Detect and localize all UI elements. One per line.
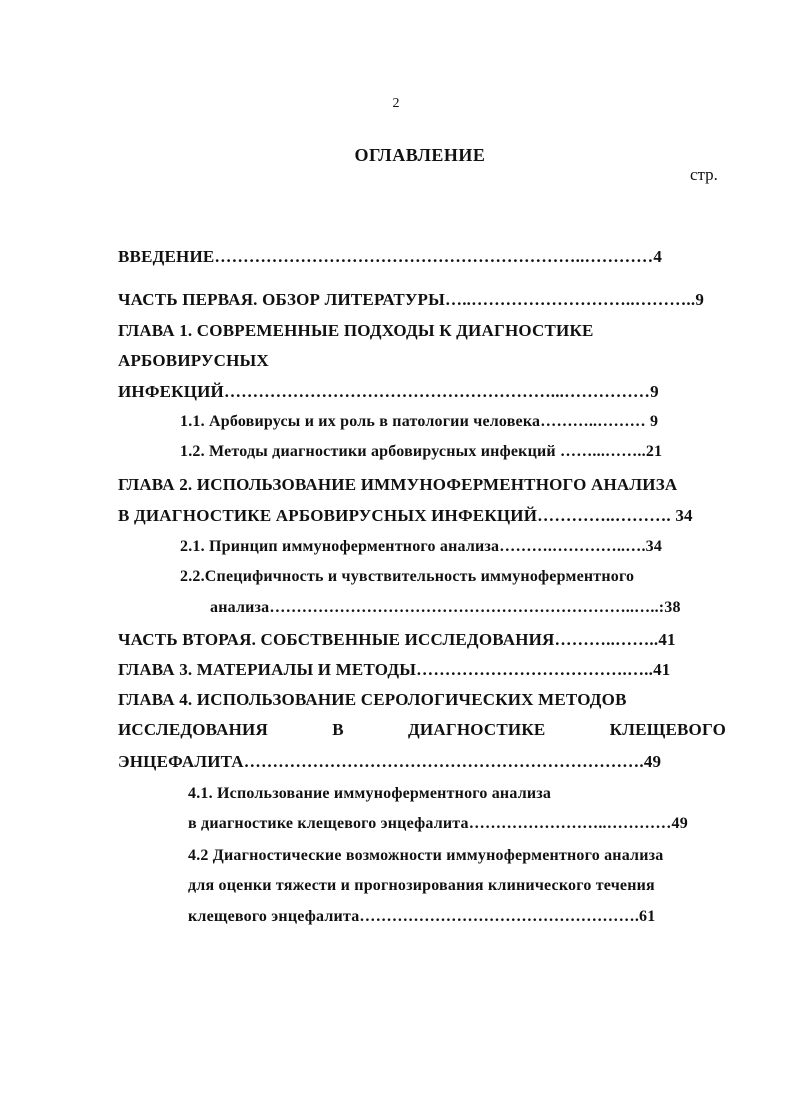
toc-subentry: 4.1. Использование иммуноферментного анализа: [188, 785, 552, 802]
toc-entry: АРБОВИРУСНЫХ: [118, 351, 269, 370]
toc-entry: ЧАСТЬ ВТОРАЯ. СОБСТВЕННЫЕ ИССЛЕДОВАНИЯ………..……..41: [118, 630, 676, 649]
toc-entry: ГЛАВА 3. МАТЕРИАЛЫ И МЕТОДЫ……………………………….…..41: [118, 660, 671, 679]
toc-entry: ВВЕДЕНИЕ………………………………………………………..…………4: [118, 247, 663, 266]
toc-subentry: 2.1. Принцип иммуноферментного анализа……….…………..….34: [180, 538, 663, 555]
toc-subentry: клещевого энцефалита…………………………………………….61: [188, 908, 656, 925]
toc-subentry: 1.2. Методы диагностики арбовирусных инфекций ……...……..21: [180, 443, 663, 460]
page-number: 2: [392, 96, 400, 111]
toc-subentry: в диагностике клещевого энцефалита……………………..…………49: [188, 815, 688, 832]
toc-entry-justified: [118, 720, 726, 740]
toc-entry: ИНФЕКЦИЙ…………………………………………………...……………9: [118, 382, 659, 401]
document-title: ОГЛАВЛЕНИЕ: [354, 145, 486, 165]
toc-entry: В ДИАГНОСТИКЕ АРБОВИРУСНЫХ ИНФЕКЦИЙ…………..………. 34: [118, 506, 693, 525]
toc-subentry: для оценки тяжести и прогнозирования клинического течения: [188, 877, 655, 894]
toc-subentry: анализа…………………………………………………………..…..:38: [210, 599, 681, 616]
toc-entry: ГЛАВА 1. СОВРЕМЕННЫЕ ПОДХОДЫ К ДИАГНОСТИКЕ: [118, 321, 594, 340]
toc-word: ИССЛЕДОВАНИЯ: [118, 720, 268, 739]
toc-subentry: 1.1. Арбовирусы и их роль в патологии человека………..……… 9: [180, 413, 659, 430]
toc-entry: ЭНЦЕФАЛИТА…………………………………………………………….49: [118, 752, 662, 771]
page-column-label: стр.: [690, 165, 718, 184]
toc-subentry: 4.2 Диагностические возможности иммуноферментного анализа: [188, 847, 664, 864]
toc-entry: ГЛАВА 4. ИСПОЛЬЗОВАНИЕ СЕРОЛОГИЧЕСКИХ МЕТОДОВ: [118, 690, 627, 709]
toc-word: В: [332, 720, 344, 739]
toc-word: КЛЕЩЕВОГО: [609, 720, 726, 739]
toc-word: ДИАГНОСТИКЕ: [408, 720, 546, 739]
toc-subentry: 2.2.Специфичность и чувствительность иммуноферментного: [180, 568, 635, 585]
toc-entry: ГЛАВА 2. ИСПОЛЬЗОВАНИЕ ИММУНОФЕРМЕНТНОГО АНАЛИЗА: [118, 475, 678, 494]
toc-entry: ЧАСТЬ ПЕРВАЯ. ОБЗОР ЛИТЕРАТУРЫ…..………………………..………..9: [118, 290, 705, 309]
